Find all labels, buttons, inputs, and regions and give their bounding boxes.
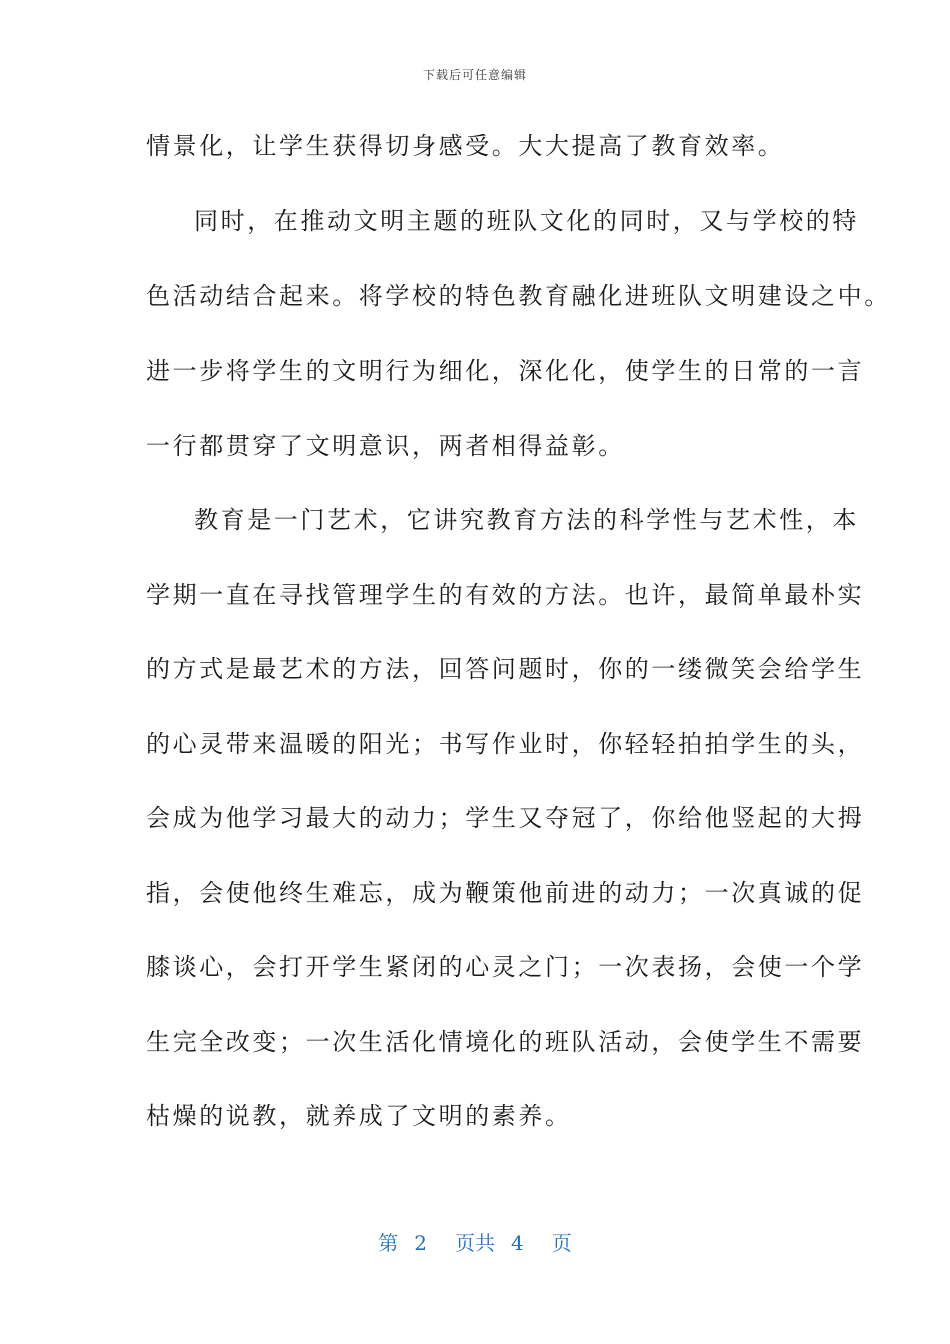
text-line: 生完全改变；一次生活化情境化的班队活动，会使学生不需要 — [146, 1028, 865, 1056]
total-pages-number: 4 — [511, 1231, 524, 1255]
text-line: 会成为他学习最大的动力；学生又夺冠了，你给他竖起的大拇 — [146, 804, 865, 832]
text-line: 情景化，让学生获得切身感受。大大提高了教育效率。 — [146, 132, 785, 160]
text-line: 进一步将学生的文明行为细化，深化化，使学生的日常的一言 — [146, 357, 865, 385]
text-line: 的心灵带来温暖的阳光；书写作业时，你轻轻拍拍学生的头， — [146, 730, 865, 758]
footer-prefix: 第 — [378, 1231, 399, 1255]
page-footer — [0, 1227, 950, 1256]
text-line: 学期一直在寻找管理学生的有效的方法。也许，最简单最朴实 — [146, 581, 865, 609]
text-line: 的方式是最艺术的方法，回答问题时，你的一缕微笑会给学生 — [146, 655, 865, 683]
text-line: 一行都贯穿了文明意识，两者相得益彰。 — [146, 432, 625, 460]
paragraph-first-line: 教育是一门艺术，它讲究教育方法的科学性与艺术性，本 — [194, 506, 859, 534]
footer-middle: 页共 — [455, 1231, 495, 1255]
text-line: 枯燥的说教，就养成了文明的素养。 — [146, 1102, 572, 1130]
footer-suffix: 页 — [551, 1231, 572, 1255]
text-line: 膝谈心，会打开学生紧闭的心灵之门；一次表扬，会使一个学 — [146, 953, 865, 981]
current-page-number: 2 — [414, 1231, 427, 1255]
paragraph-first-line: 同时，在推动文明主题的班队文化的同时，又与学校的特 — [194, 207, 859, 235]
text-line: 指，会使他终生难忘，成为鞭策他前进的动力；一次真诚的促 — [146, 879, 865, 907]
page-header: 下载后可任意编辑 — [422, 68, 527, 82]
text-line: 色活动结合起来。将学校的特色教育融化进班队文明建设之中。 — [146, 282, 891, 310]
